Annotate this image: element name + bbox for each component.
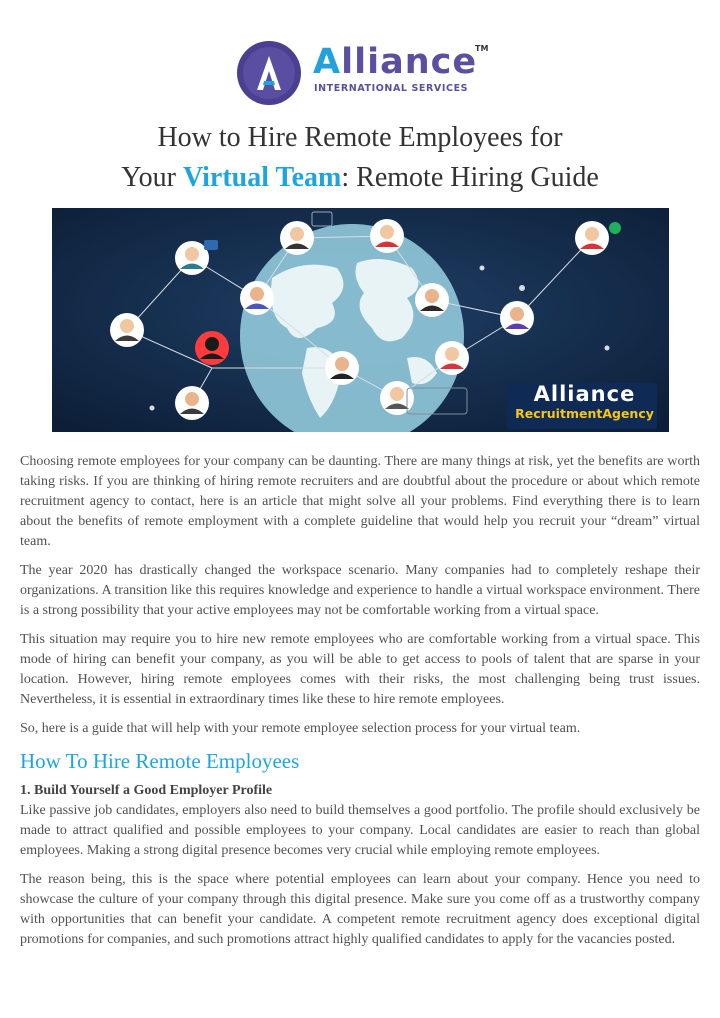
title-highlight: Virtual Team: [182, 162, 342, 193]
page-title: How to Hire Remote Employees for Your Virtual Team: Remote Hiring Guide: [121, 122, 599, 193]
section-paragraph: Like passive job candidates, employers also need to build themselves a good portfolio. The profile should exclusively be made to attract qualified and possible employees to your company. Local candidates are easier to reach than global employees. Making a strong digital presence becomes very crucial while employing remote employees.: [20, 803, 700, 858]
alliance-logo-icon: [235, 38, 305, 108]
article-body: [20, 452, 700, 959]
avatar-icon: [500, 301, 534, 335]
hero-badge: Alliance RecruitmentAgency: [515, 382, 654, 421]
section-paragraph: The reason being, this is the space where potential employees can learn about your company. Hence you need to showcase the culture of your company through this digital presence. Make sure you come off as a trustworthy company with opportunities that can benefit your candidate. A competent remote recruitment agency does exceptional digital promotions for companies, and such promotions attract highly qualified candidates to apply for the vacancies posted.: [20, 872, 700, 947]
intro-paragraph: This situation may require you to hire new remote employees who are comfortable working from a virtual space. This mode of hiring can benefit your company, as you will be able to get access to pools of talent that are sparse in your location. However, hiring remote employees comes with their risks, the most challenging being trust issues. Nevertheless, it is essential in extraordinary times like these to hire remote employees.: [20, 632, 700, 707]
section-heading: How To Hire Remote Employees: [20, 749, 300, 773]
avatar-icon: [415, 283, 449, 317]
trademark-mark: TM: [475, 44, 489, 53]
logo-subtitle: INTERNATIONAL SERVICES: [314, 83, 469, 94]
avatar-icon: [435, 341, 469, 375]
avatar-icon: [175, 241, 209, 275]
avatar-icon: [280, 221, 314, 255]
intro-paragraph: So, here is a guide that will help with your remote employee selection process for your virtual team.: [20, 721, 581, 736]
avatar-icon: [110, 313, 144, 347]
video-icon: [204, 240, 218, 250]
avatar-icon: [175, 386, 209, 420]
company-logo: [235, 38, 495, 108]
dollar-icon: [609, 222, 621, 234]
avatar-icon: [380, 381, 414, 415]
intro-paragraph: Choosing remote employees for your company can be daunting. There are many things at risk, yet the benefits are worth taking risks. If you are thinking of hiring remote recruiters and are doubtful about the procedure or about which remote recruitment agency to contact, here is an article that might solve all your problems. Find everything there is to learn about the benefits of remote employment with a complete guideline that would help you recruit your “dream” virtual team.: [20, 454, 700, 549]
logo-wordmark: Alliance: [313, 42, 478, 82]
intro-paragraph: The year 2020 has drastically changed the workspace scenario. Many companies had to completely reshape their organizations. A transition like this requires knowledge and experience to handle a virtual workspace environment. There is a strong possibility that your active employees may not be comfortable working from a virtual space.: [20, 563, 700, 618]
section-subheading: 1. Build Yourself a Good Employer Profile: [20, 783, 273, 798]
avatar-icon: [575, 221, 609, 255]
hero-illustration: [52, 208, 669, 432]
avatar-icon: [240, 281, 274, 315]
avatar-icon: [370, 219, 404, 253]
avatar-icon: [195, 331, 229, 365]
avatar-icon: [325, 351, 359, 385]
